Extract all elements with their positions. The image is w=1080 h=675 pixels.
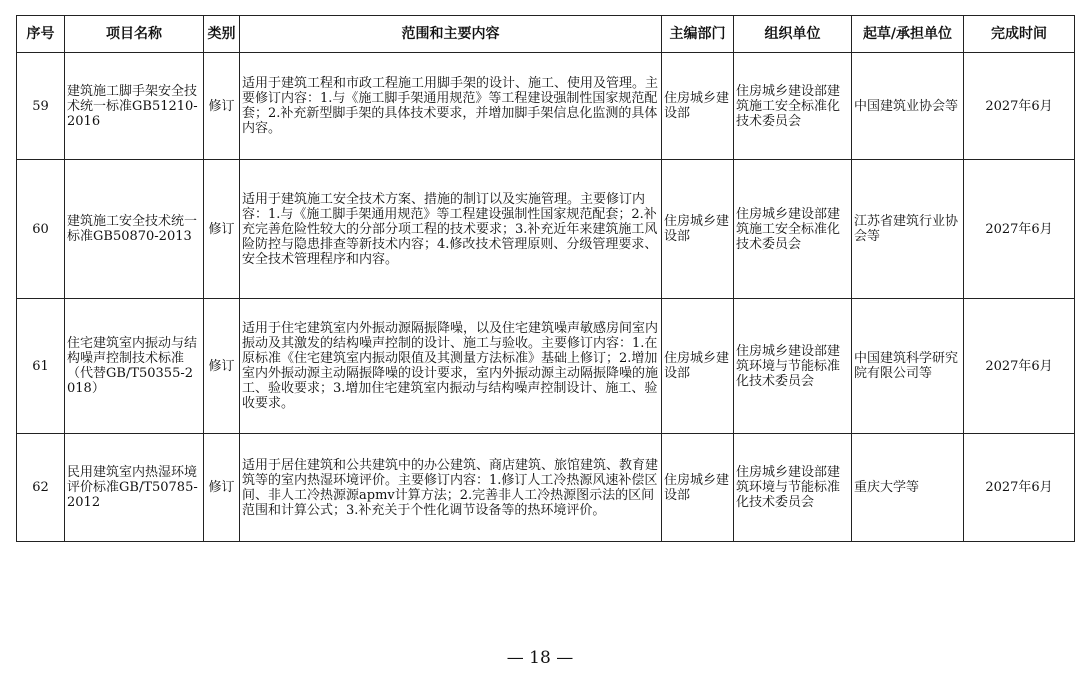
row-category: 修订 bbox=[204, 53, 240, 160]
header-time: 完成时间 bbox=[964, 16, 1075, 53]
row-project-name: 建筑施工脚手架安全技术统一标准GB51210-2016 bbox=[65, 53, 204, 160]
header-num: 序号 bbox=[17, 16, 65, 53]
row-project-name: 建筑施工安全技术统一标准GB50870-2013 bbox=[65, 160, 204, 299]
row-drafter: 中国建筑科学研究院有限公司等 bbox=[852, 299, 964, 434]
row-scope: 适用于建筑施工安全技术方案、措施的制订以及实施管理。主要修订内容：1.与《施工脚手架通用规范》等工程建设强制性国家规范配套；2.补充完善危险性较大的分部分项工程的技术要求；3.补充近年来建筑施工风险防控与隐患排查等新技术内容；4.修改技术管理原则、分级管理要求、安全技术管理程序和内容。 bbox=[240, 160, 662, 299]
row-drafter: 江苏省建筑行业协会等 bbox=[852, 160, 964, 299]
table-row bbox=[17, 434, 1075, 542]
header-dept: 主编部门 bbox=[662, 16, 734, 53]
row-dept: 住房城乡建设部 bbox=[662, 299, 734, 434]
row-project-name: 民用建筑室内热湿环境评价标准GB/T50785-2012 bbox=[65, 434, 204, 542]
table-row bbox=[17, 160, 1075, 299]
row-num: 62 bbox=[17, 434, 65, 542]
page-number: — 18 — bbox=[506, 648, 574, 668]
row-scope: 适用于居住建筑和公共建筑中的办公建筑、商店建筑、旅馆建筑、教育建筑等的室内热湿环境评价。主要修订内容：1.修订人工冷热源风速补偿区间、非人工冷热源源apmv计算方法；2.完善非人工冷热源图示法的区间范围和计算公式；3.补充关于个性化调节设备等的热环境评价。 bbox=[240, 434, 662, 542]
row-project-name: 住宅建筑室内振动与结构噪声控制技术标准（代替GB/T50355-2018） bbox=[65, 299, 204, 434]
row-org: 住房城乡建设部建筑施工安全标准化技术委员会 bbox=[734, 160, 852, 299]
row-category: 修订 bbox=[204, 160, 240, 299]
header-scope: 范围和主要内容 bbox=[240, 16, 662, 53]
row-dept: 住房城乡建设部 bbox=[662, 53, 734, 160]
standards-table bbox=[16, 15, 1075, 542]
row-time: 2027年6月 bbox=[964, 53, 1075, 160]
row-num: 61 bbox=[17, 299, 65, 434]
row-num: 60 bbox=[17, 160, 65, 299]
row-scope: 适用于住宅建筑室内外振动源隔振降噪，以及住宅建筑噪声敏感房间室内振动及其激发的结构噪声控制的设计、施工与验收。主要修订内容：1.在原标准《住宅建筑室内振动限值及其测量方法标准》基础上修订；2.增加室内外振动源主动隔振降噪的设计要求，室内外振动源主动隔振降噪的施工、验收要求；3.增加住宅建筑室内振动与结构噪声控制设计、施工、验收要求。 bbox=[240, 299, 662, 434]
row-category: 修订 bbox=[204, 434, 240, 542]
header-cat: 类别 bbox=[204, 16, 240, 53]
row-num: 59 bbox=[17, 53, 65, 160]
row-time: 2027年6月 bbox=[964, 299, 1075, 434]
header-org: 组织单位 bbox=[734, 16, 852, 53]
row-dept: 住房城乡建设部 bbox=[662, 434, 734, 542]
row-org: 住房城乡建设部建筑环境与节能标准化技术委员会 bbox=[734, 434, 852, 542]
row-drafter: 重庆大学等 bbox=[852, 434, 964, 542]
row-org: 住房城乡建设部建筑施工安全标准化技术委员会 bbox=[734, 53, 852, 160]
row-dept: 住房城乡建设部 bbox=[662, 160, 734, 299]
table-row bbox=[17, 299, 1075, 434]
header-drafter: 起草/承担单位 bbox=[852, 16, 964, 53]
table-row bbox=[17, 53, 1075, 160]
row-time: 2027年6月 bbox=[964, 160, 1075, 299]
row-drafter: 中国建筑业协会等 bbox=[852, 53, 964, 160]
row-org: 住房城乡建设部建筑环境与节能标准化技术委员会 bbox=[734, 299, 852, 434]
row-category: 修订 bbox=[204, 299, 240, 434]
row-time: 2027年6月 bbox=[964, 434, 1075, 542]
row-scope: 适用于建筑工程和市政工程施工用脚手架的设计、施工、使用及管理。主要修订内容：1.与《施工脚手架通用规范》等工程建设强制性国家规范配套；2.补充新型脚手架的具体技术要求，并增加脚手架信息化监测的具体内容。 bbox=[240, 53, 662, 160]
header-row bbox=[17, 16, 1075, 53]
header-name: 项目名称 bbox=[65, 16, 204, 53]
